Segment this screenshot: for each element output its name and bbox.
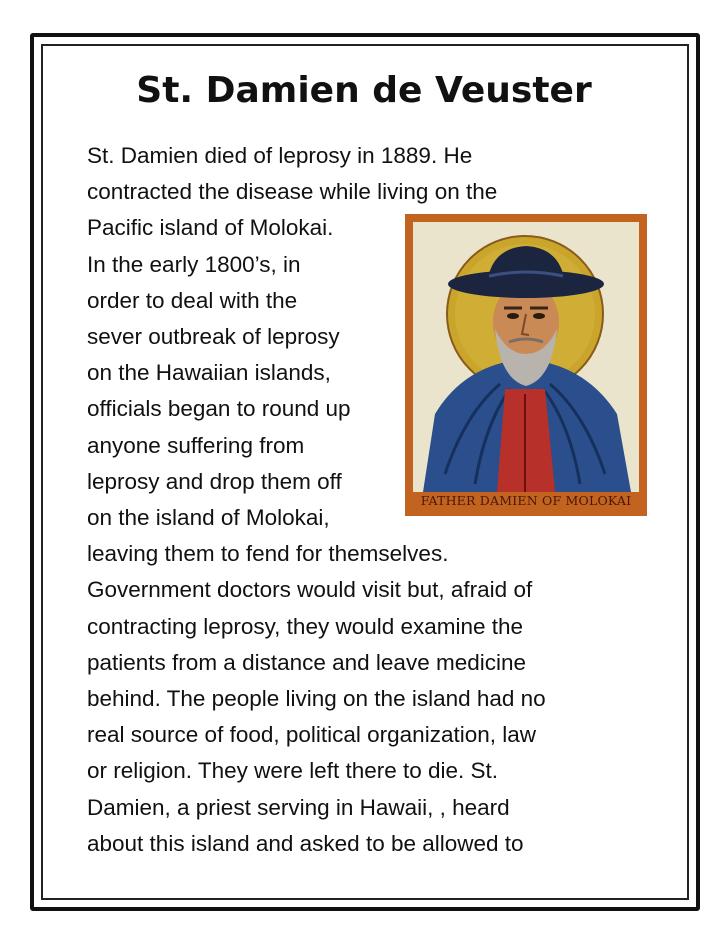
text-line: on the Hawaiian islands, — [87, 360, 331, 386]
text-line: patients from a distance and leave medicine — [87, 649, 527, 675]
saint-portrait-icon — [405, 214, 647, 516]
text-line: order to deal with the — [87, 287, 298, 313]
text-line: or religion. They were left there to die. St. — [87, 758, 499, 784]
father-damien-icon-image — [405, 214, 647, 516]
image-caption: FATHER DAMIEN OF MOLOKAI — [420, 493, 632, 508]
text-line: sever outbreak of leprosy — [87, 324, 340, 349]
text-line: contracted the disease while living on the — [87, 179, 498, 205]
text-line: on the island of Molokai, — [87, 505, 330, 530]
text-line: Damien, a priest serving in Hawaii, , heard — [87, 794, 510, 820]
text-line: leprosy and drop them off — [87, 468, 342, 494]
text-line: about this island and asked to be allowed to — [87, 830, 524, 856]
page-title: St. Damien de Veuster — [136, 70, 592, 111]
text-line: behind. The people living on the island had no — [87, 686, 546, 711]
text-line: anyone suffering from — [87, 432, 305, 458]
text-line: officials began to round up — [87, 396, 351, 422]
text-line: Pacific island of Molokai. — [87, 215, 334, 241]
text-line: Government doctors would visit but, afraid of — [87, 577, 533, 603]
text-line: contracting leprosy, they would examine the — [87, 613, 524, 639]
text-line: leaving them to fend for themselves. — [87, 541, 449, 567]
text-line: In the early 1800’s, in — [87, 251, 301, 277]
text-line: real source of food, political organization, law — [87, 722, 537, 748]
text-line: St. Damien died of leprosy in 1889. He — [87, 143, 473, 168]
